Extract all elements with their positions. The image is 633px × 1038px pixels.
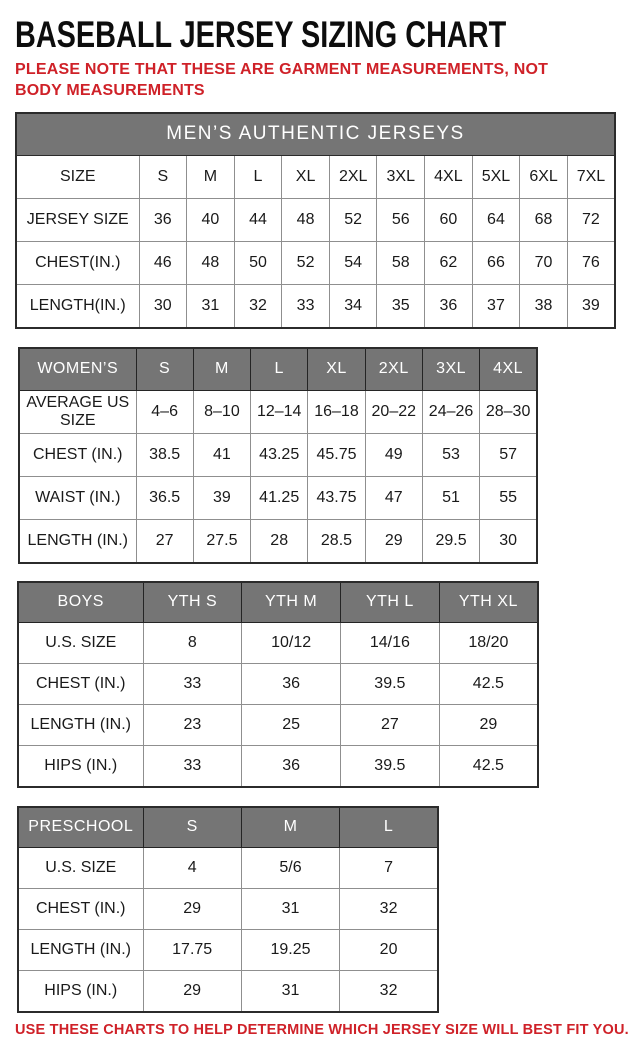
preschool-value-cell: 4 [143,848,241,889]
womens-value-cell: 24–26 [422,391,479,434]
boys-row-label: U.S. SIZE [18,623,143,664]
mens-value-cell: S [139,156,187,199]
mens-value-cell: 54 [329,242,377,285]
mens-value-cell: 31 [187,285,235,328]
preschool-header-cell: M [241,807,339,848]
mens-value-cell: 58 [377,242,425,285]
mens-value-cell: 6XL [520,156,568,199]
womens-value-cell: 45.75 [308,434,365,477]
mens-value-cell: 68 [520,199,568,242]
boys-value-cell: 10/12 [242,623,341,664]
womens-row [19,391,537,434]
preschool-row [18,971,438,1012]
mens-value-cell: 46 [139,242,187,285]
mens-value-cell: 36 [425,285,473,328]
womens-value-cell: 51 [422,477,479,520]
mens-value-cell: 60 [425,199,473,242]
womens-value-cell: 53 [422,434,479,477]
mens-value-cell: 44 [234,199,282,242]
preschool-row-label: HIPS (IN.) [18,971,143,1012]
preschool-row-label: LENGTH (IN.) [18,930,143,971]
womens-value-cell: 27 [136,520,193,563]
mens-value-cell: 4XL [425,156,473,199]
preschool-value-cell: 17.75 [143,930,241,971]
womens-value-cell: 8–10 [193,391,250,434]
mens-value-cell: 2XL [329,156,377,199]
womens-value-cell: 47 [365,477,422,520]
mens-value-cell: 48 [282,199,330,242]
womens-header-cell: M [193,348,250,391]
boys-row-label: CHEST (IN.) [18,664,143,705]
boys-header-cell: YTH XL [439,582,538,623]
womens-value-cell: 12–14 [251,391,308,434]
boys-value-cell: 36 [242,664,341,705]
womens-header-cell: XL [308,348,365,391]
page-title: BASEBALL JERSEY SIZING CHART [15,14,507,55]
womens-row [19,477,537,520]
mens-value-cell: 3XL [377,156,425,199]
mens-value-cell: 64 [472,199,520,242]
preschool-row [18,889,438,930]
mens-value-cell: 62 [425,242,473,285]
preschool-value-cell: 19.25 [241,930,339,971]
womens-value-cell: 30 [480,520,537,563]
mens-value-cell: 34 [329,285,377,328]
boys-value-cell: 25 [242,705,341,746]
mens-value-cell: M [187,156,235,199]
mens-value-cell: 52 [282,242,330,285]
mens-value-cell: XL [282,156,330,199]
womens-row-label: LENGTH (IN.) [19,520,136,563]
boys-value-cell: 39.5 [341,664,440,705]
womens-value-cell: 43.25 [251,434,308,477]
womens-value-cell: 36.5 [136,477,193,520]
mens-value-cell: 48 [187,242,235,285]
boys-sizing-table [17,581,539,788]
boys-value-cell: 42.5 [439,664,538,705]
preschool-value-cell: 29 [143,971,241,1012]
womens-header-cell: S [136,348,193,391]
womens-value-cell: 55 [480,477,537,520]
womens-header-label: WOMEN’S [19,348,136,391]
boys-header-row [18,582,538,623]
boys-value-cell: 33 [143,746,242,787]
womens-value-cell: 28.5 [308,520,365,563]
mens-banner-row [16,113,615,156]
mens-value-cell: 52 [329,199,377,242]
preschool-row-label: CHEST (IN.) [18,889,143,930]
mens-value-cell: 66 [472,242,520,285]
preschool-header-label: PRESCHOOL [18,807,143,848]
womens-value-cell: 43.75 [308,477,365,520]
preschool-row-label: U.S. SIZE [18,848,143,889]
womens-value-cell: 29 [365,520,422,563]
womens-value-cell: 57 [480,434,537,477]
mens-value-cell: 35 [377,285,425,328]
womens-value-cell: 20–22 [365,391,422,434]
womens-sizing-table [18,347,538,564]
mens-row [16,242,615,285]
mens-table-banner: MEN’S AUTHENTIC JERSEYS [16,113,615,156]
womens-value-cell: 28–30 [480,391,537,434]
mens-value-cell: 37 [472,285,520,328]
boys-value-cell: 14/16 [341,623,440,664]
womens-header-cell: 2XL [365,348,422,391]
boys-header-label: BOYS [18,582,143,623]
mens-value-cell: L [234,156,282,199]
mens-row [16,199,615,242]
mens-value-cell: 70 [520,242,568,285]
womens-row-label: WAIST (IN.) [19,477,136,520]
mens-value-cell: 30 [139,285,187,328]
boys-row [18,664,538,705]
boys-value-cell: 42.5 [439,746,538,787]
boys-row-label: LENGTH (IN.) [18,705,143,746]
womens-row-label: AVERAGE US SIZE [19,391,136,434]
womens-value-cell: 41.25 [251,477,308,520]
mens-value-cell: 50 [234,242,282,285]
boys-value-cell: 23 [143,705,242,746]
preschool-value-cell: 32 [340,889,438,930]
boys-value-cell: 33 [143,664,242,705]
mens-value-cell: 32 [234,285,282,328]
boys-value-cell: 27 [341,705,440,746]
boys-value-cell: 29 [439,705,538,746]
preschool-header-cell: L [340,807,438,848]
mens-value-cell: 56 [377,199,425,242]
mens-value-cell: 33 [282,285,330,328]
boys-value-cell: 36 [242,746,341,787]
preschool-value-cell: 31 [241,971,339,1012]
preschool-value-cell: 29 [143,889,241,930]
womens-value-cell: 39 [193,477,250,520]
mens-row-label: LENGTH(IN.) [16,285,139,328]
boys-header-cell: YTH L [341,582,440,623]
preschool-value-cell: 5/6 [241,848,339,889]
mens-value-cell: 76 [567,242,615,285]
garment-measurement-note: PLEASE NOTE THAT THESE ARE GARMENT MEASUREMENTS, NOT BODY MEASUREMENTS [15,61,549,99]
mens-value-cell: 36 [139,199,187,242]
womens-value-cell: 38.5 [136,434,193,477]
preschool-sizing-table [17,806,439,1013]
womens-value-cell: 29.5 [422,520,479,563]
womens-value-cell: 28 [251,520,308,563]
mens-row-label: CHEST(IN.) [16,242,139,285]
boys-row [18,623,538,664]
mens-sizing-table [15,112,616,329]
mens-row-label: JERSEY SIZE [16,199,139,242]
mens-value-cell: 40 [187,199,235,242]
mens-row [16,285,615,328]
boys-value-cell: 8 [143,623,242,664]
mens-value-cell: 5XL [472,156,520,199]
boys-row-label: HIPS (IN.) [18,746,143,787]
preschool-value-cell: 32 [340,971,438,1012]
preschool-row [18,848,438,889]
womens-value-cell: 16–18 [308,391,365,434]
mens-value-cell: 38 [520,285,568,328]
preschool-header-row [18,807,438,848]
womens-value-cell: 4–6 [136,391,193,434]
womens-header-cell: L [251,348,308,391]
womens-value-cell: 49 [365,434,422,477]
mens-value-cell: 72 [567,199,615,242]
preschool-value-cell: 7 [340,848,438,889]
womens-row-label: CHEST (IN.) [19,434,136,477]
womens-header-cell: 4XL [480,348,537,391]
womens-value-cell: 41 [193,434,250,477]
boys-value-cell: 39.5 [341,746,440,787]
boys-row [18,705,538,746]
boys-header-cell: YTH S [143,582,242,623]
preschool-row [18,930,438,971]
size-tables-container [15,112,618,1013]
mens-row-label: SIZE [16,156,139,199]
womens-row [19,434,537,477]
womens-value-cell: 27.5 [193,520,250,563]
preschool-value-cell: 31 [241,889,339,930]
boys-row [18,746,538,787]
womens-header-cell: 3XL [422,348,479,391]
womens-row [19,520,537,563]
mens-row [16,156,615,199]
mens-value-cell: 7XL [567,156,615,199]
preschool-value-cell: 20 [340,930,438,971]
boys-value-cell: 18/20 [439,623,538,664]
mens-value-cell: 39 [567,285,615,328]
preschool-header-cell: S [143,807,241,848]
footer-note: USE THESE CHARTS TO HELP DETERMINE WHICH JERSEY SIZE WILL BEST FIT YOU. [15,1021,629,1038]
boys-header-cell: YTH M [242,582,341,623]
womens-header-row [19,348,537,391]
